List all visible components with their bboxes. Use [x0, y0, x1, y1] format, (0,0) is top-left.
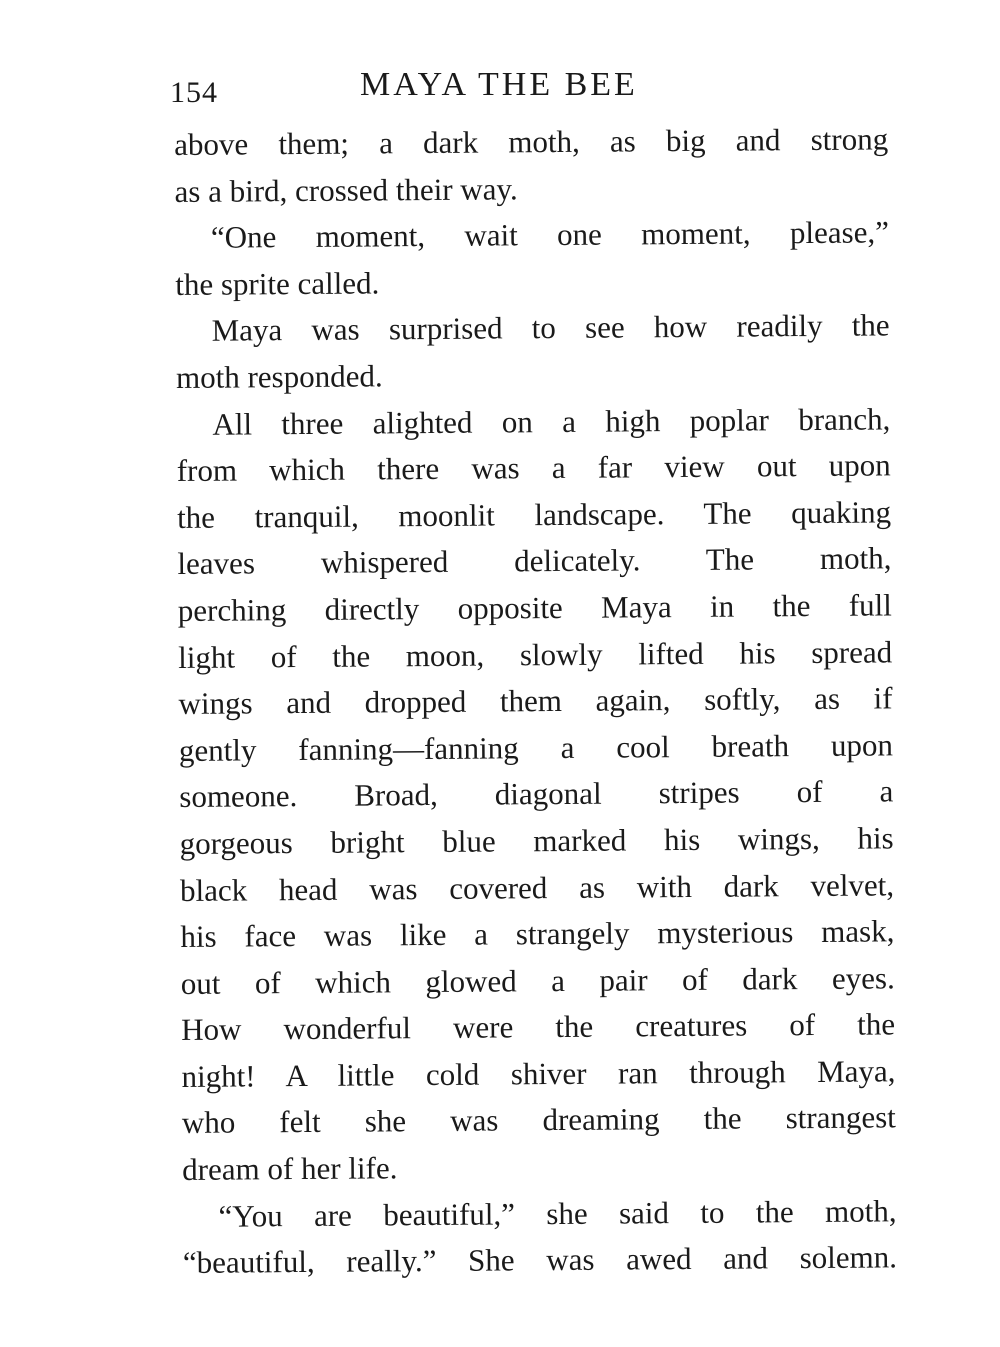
text-line: gently fanning—fanning a cool breath upon [178, 727, 894, 768]
text-line: All three alighted on a high poplar branch, [212, 400, 891, 442]
text-line: moth responded. [175, 358, 383, 395]
text-line: leaves whispered delicately. The moth, [177, 540, 892, 582]
text-line: Maya was surprised to see how readily the [211, 307, 890, 349]
text-line: gorgeous bright blue marked his wings, his [179, 820, 894, 861]
text-line: perching directly opposite Maya in the full [177, 587, 892, 628]
text-line: out of which glowed a pair of dark eyes. [180, 960, 895, 1001]
text-line: light of the moon, slowly lifted his spread [178, 633, 893, 675]
text-line: who felt she was dreaming the strangest [181, 1099, 896, 1141]
text-line: someone. Broad, diagonal stripes of a [179, 773, 894, 815]
body-text [174, 116, 897, 1286]
text-line: How wonderful were the creatures of the [180, 1006, 896, 1048]
text-line: night! A little cold shiver ran through Maya, [181, 1053, 896, 1094]
text-line: from which there was a far view out upon [176, 447, 891, 489]
text-line: black head was covered as with dark velvet, [179, 866, 895, 908]
text-line: the tranquil, moonlit landscape. The quaking [176, 494, 892, 535]
text-line: the sprite called. [175, 265, 380, 302]
text-line: dream of her life. [182, 1150, 398, 1188]
page-header [170, 62, 890, 112]
text-line: “beautiful, really.” She was awed and solemn. [182, 1239, 898, 1281]
text-line: his face was like a strangely mysterious mask, [180, 913, 895, 955]
text-line: wings and dropped them again, softly, as if [178, 680, 893, 722]
text-line: above them; a dark moth, as big and strong [174, 121, 889, 162]
text-line: “One moment, wait one moment, please,” [210, 214, 890, 255]
text-line: as a bird, crossed their way. [174, 170, 518, 209]
page-number: 154 [170, 76, 218, 109]
text-line: “You are beautiful,” she said to the moth, [218, 1193, 897, 1234]
running-title: MAYA THE BEE [360, 66, 638, 103]
